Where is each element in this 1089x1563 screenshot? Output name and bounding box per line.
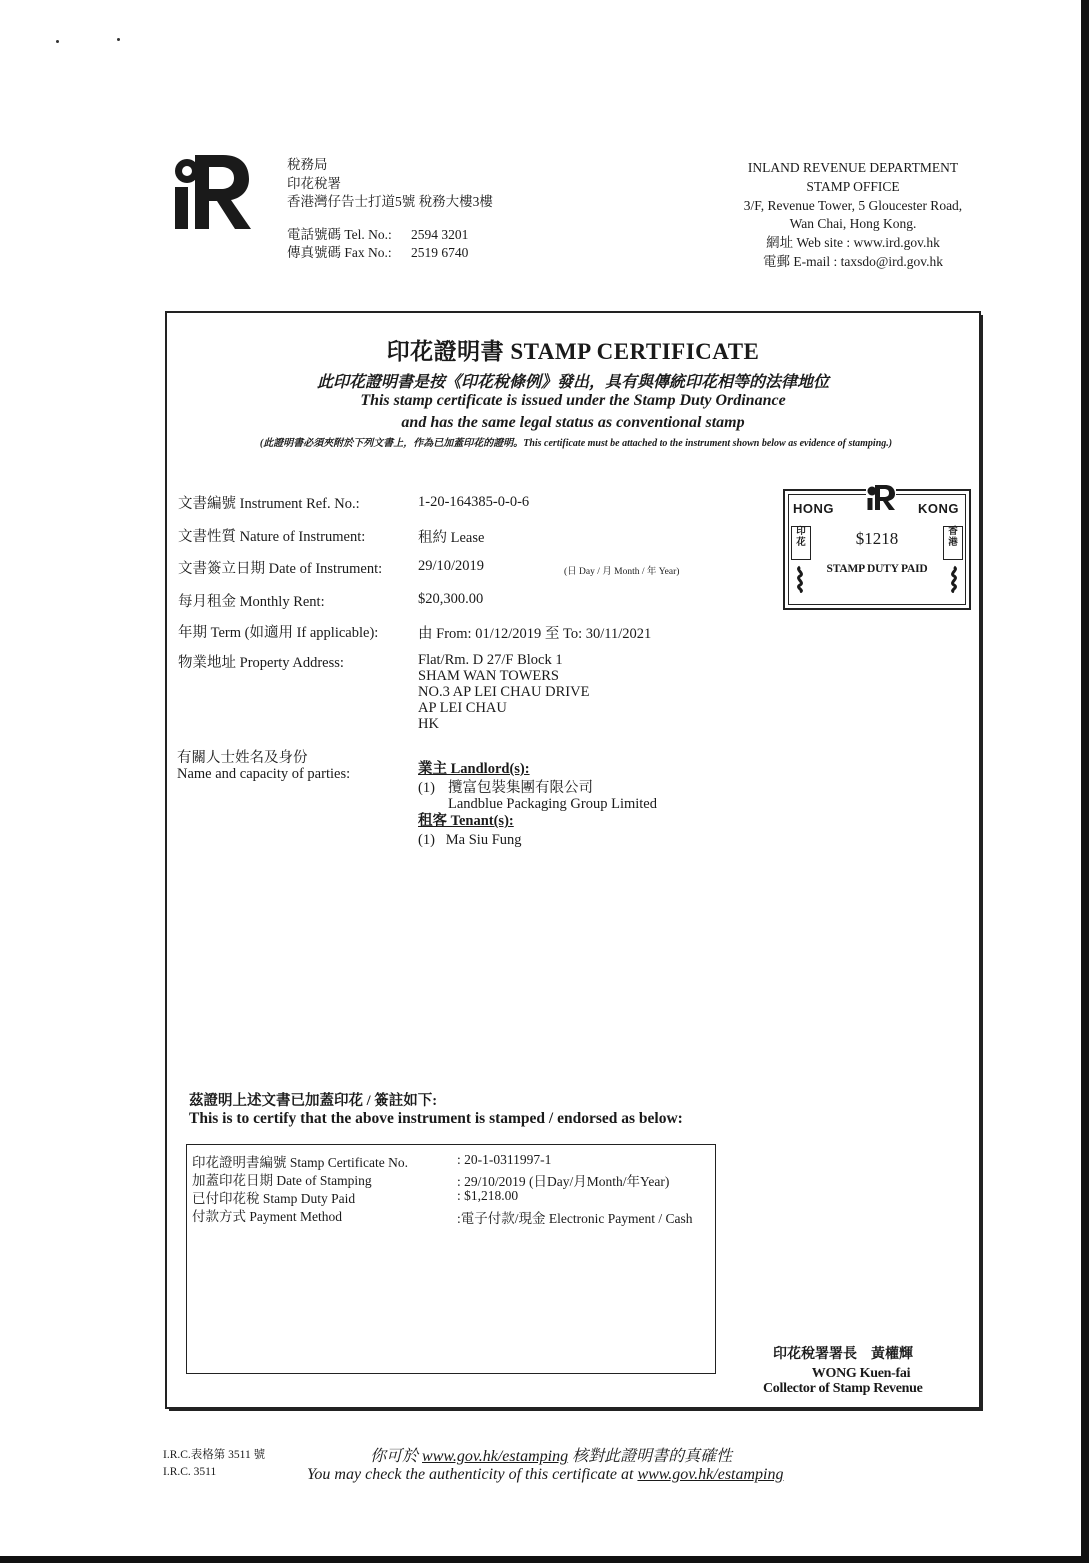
address-line: AP LEI CHAU: [418, 700, 507, 716]
header-right: [722, 159, 984, 272]
dept-cn-line: 香港灣仔告士打道5號 稅務大樓3樓: [287, 194, 493, 209]
endorsement-label: 已付印花稅 Stamp Duty Paid: [192, 1191, 356, 1206]
estamping-link[interactable]: www.gov.hk/estamping: [422, 1448, 569, 1465]
verify-cn-post: 核對此證明書的真確性: [572, 1448, 733, 1465]
endorsement-label: 加蓋印花日期 Date of Stamping: [192, 1173, 372, 1188]
scan-speck: [117, 38, 120, 41]
website: 網址 Web site : www.ird.gov.hk: [766, 235, 940, 251]
stamp-amount: $1218: [855, 529, 899, 548]
address-line: 3/F, Revenue Tower, 5 Gloucester Road,: [743, 197, 963, 213]
email: 電郵 E-mail : taxsdo@ird.gov.hk: [763, 253, 943, 269]
endorsement-box: [186, 1144, 716, 1374]
address-line: Wan Chai, Hong Kong.: [789, 216, 917, 232]
landlord-heading: 業主 Landlord(s):: [418, 761, 530, 777]
tel-value: 2594 3201: [411, 226, 469, 242]
instrument-nature: 租約 Lease: [418, 530, 485, 546]
parties-label: [177, 750, 350, 782]
stamp-duty-paid-seal: [783, 489, 971, 610]
estamping-link[interactable]: www.gov.hk/estamping: [637, 1466, 784, 1483]
certify-intro-en: This is to certify that the above instrument is stamped / endorsed as below:: [189, 1110, 683, 1127]
field-label: 物業地址 Property Address:: [178, 655, 344, 671]
endorsement-label: 印花證明書編號 Stamp Certificate No.: [192, 1155, 408, 1170]
form-number-cn: I.R.C.表格第 3511 號: [163, 1449, 266, 1461]
property-address: [418, 652, 589, 732]
page-edge-right: [1081, 0, 1089, 1563]
field-label: 文書簽立日期 Date of Instrument:: [178, 561, 383, 577]
collector-title-en: Collector of Stamp Revenue: [763, 1381, 923, 1396]
attachment-note: (此證明書必須夾附於下列文書上，作為已加蓋印花的證明。This certificate must be attached to the instrument shown below as evidence of stamping.): [259, 438, 893, 449]
tenant-heading: 租客 Tenant(s):: [418, 813, 514, 829]
subtitle-cn: 此印花證明書是按《印花稅條例》發出，具有與傳統印花相等的法律地位: [316, 374, 829, 391]
field-label: 每月租金 Monthly Rent:: [178, 594, 325, 610]
stamp-hong: HONG: [793, 501, 834, 516]
address-line: SHAM WAN TOWERS: [418, 668, 559, 684]
scan-speck: [56, 40, 59, 43]
stamp-certificate-no: : 20-1-0311997-1: [457, 1152, 552, 1167]
landlord-name-cn: 攬富包裝集團有限公司: [448, 780, 593, 796]
form-number-en: I.R.C. 3511: [163, 1466, 217, 1478]
dept-cn-line: 稅務局: [287, 157, 328, 172]
header-left: [287, 156, 493, 263]
subtitle-en: and has the same legal status as conventional stamp: [401, 414, 745, 431]
address-line: HK: [418, 716, 439, 732]
parties-label-en: Name and capacity of parties:: [177, 766, 351, 782]
dept-cn-line: 印花稅署: [287, 175, 341, 191]
date-format-hint: (日 Day / 月 Month / 年 Year): [564, 567, 680, 577]
ornament-icon: [947, 565, 961, 593]
page-edge-bottom: [0, 1556, 1089, 1563]
term: 由 From: 01/12/2019 至 To: 30/11/2021: [418, 626, 652, 642]
fax-value: 2519 6740: [411, 245, 469, 260]
endorsement-label: 付款方式 Payment Method: [192, 1209, 342, 1224]
stamp-kong: KONG: [918, 501, 959, 516]
certify-intro-cn: 茲證明上述文書已加蓋印花 / 簽註如下:: [189, 1093, 438, 1109]
instrument-date: 29/10/2019: [418, 558, 485, 574]
address-line: NO.3 AP LEI CHAU DRIVE: [418, 684, 590, 700]
stamp-certificate: [165, 311, 981, 1409]
office-en: STAMP OFFICE: [806, 178, 900, 194]
stamp-right-seal: 香港: [943, 526, 963, 560]
payment-method: :電子付款/現金 Electronic Payment / Cash: [457, 1211, 693, 1226]
date-of-stamping: : 29/10/2019 (日Day/月Month/年Year): [457, 1174, 670, 1189]
collector-title-cn: 印花稅署署長 黃權輝: [773, 1347, 913, 1362]
verify-en-pre: You may check the authenticity of this certificate at: [307, 1466, 634, 1483]
fax-label: 傳真號碼 Fax No.:: [287, 245, 392, 260]
ornament-icon: [793, 565, 807, 593]
ird-mini-logo-icon: [866, 483, 896, 511]
parties-label-cn: 有關人士姓名及身份: [177, 750, 308, 766]
stamp-left-seal: 印花: [791, 526, 811, 560]
stamp-paid-label: STAMP DUTY PAID: [826, 563, 928, 575]
verify-cn-pre: 你可於: [370, 1448, 419, 1465]
tenant-line: (1) Ma Siu Fung: [418, 832, 522, 848]
landlord-name-en: Landblue Packaging Group Limited: [448, 796, 657, 812]
verify-note-cn: [370, 1443, 732, 1466]
tel-label: 電話號碼 Tel. No.:: [287, 226, 392, 242]
verify-note-en: [307, 1466, 784, 1484]
field-label: 文書性質 Nature of Instrument:: [178, 529, 366, 545]
field-label: 年期 Term (如適用 If applicable):: [178, 625, 379, 641]
instrument-ref: 1-20-164385-0-0-6: [418, 494, 530, 510]
collector-name: WONG Kuen-fai: [811, 1366, 911, 1381]
landlord-index: (1): [418, 780, 435, 796]
field-label: 文書編號 Instrument Ref. No.:: [178, 496, 360, 512]
monthly-rent: $20,300.00: [418, 591, 484, 607]
stamp-duty-paid: : $1,218.00: [457, 1188, 519, 1203]
subtitle-en: This stamp certificate is issued under the Stamp Duty Ordinance: [360, 392, 786, 409]
dept-en: INLAND REVENUE DEPARTMENT: [747, 160, 959, 175]
parties: [418, 760, 657, 850]
address-line: Flat/Rm. D 27/F Block 1: [418, 652, 563, 668]
certificate-title: 印花證明書 STAMP CERTIFICATE: [386, 339, 760, 364]
ird-logo-icon: [173, 153, 253, 231]
